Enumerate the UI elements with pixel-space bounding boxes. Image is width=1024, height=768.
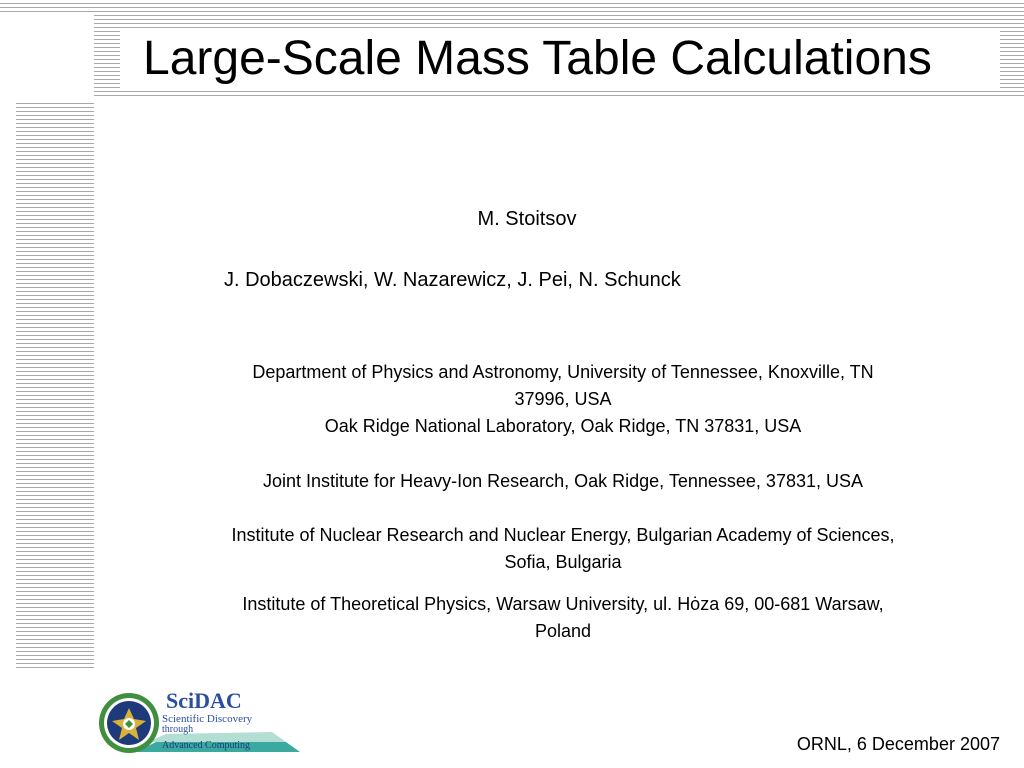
affiliation-inrne bbox=[140, 522, 986, 576]
decorative-stripes-top-left bbox=[0, 0, 94, 14]
slide-title: Large-Scale Mass Table Calculations bbox=[143, 32, 932, 85]
decorative-stripes-left bbox=[16, 100, 94, 668]
doe-seal-icon bbox=[99, 693, 159, 753]
affiliation-jihir bbox=[140, 468, 986, 495]
logo-wordmark: SciDAC bbox=[166, 688, 242, 713]
logo-tagline-2: through bbox=[162, 724, 194, 735]
affiliation-line: Institute of Nuclear Research and Nuclear Energy, Bulgarian Academy of Sciences, bbox=[231, 525, 895, 545]
affiliation-line: Poland bbox=[534, 621, 592, 641]
presenter-name-row bbox=[8, 206, 1024, 232]
affiliation-line: Joint Institute for Heavy-Ion Research, Oak Ridge, Tennessee, 37831, USA bbox=[263, 471, 863, 491]
footer-venue-date: ORNL, 6 December 2007 bbox=[796, 734, 1000, 754]
affiliation-warsaw bbox=[140, 591, 986, 645]
scidac-logo bbox=[96, 686, 300, 756]
affiliation-line: Sofia, Bulgaria bbox=[504, 552, 622, 572]
affiliation-line: Institute of Theoretical Physics, Warsaw University, ul. Hȯza 69, 00-681 Warsaw, bbox=[242, 594, 884, 614]
affiliation-ornl bbox=[140, 413, 986, 440]
presenter-name: M. Stoitsov bbox=[477, 208, 577, 230]
affiliation-line: Oak Ridge National Laboratory, Oak Ridge, TN 37831, USA bbox=[324, 416, 802, 436]
coauthor-list: J. Dobaczewski, W. Nazarewicz, J. Pei, N. Schunck bbox=[224, 269, 681, 291]
logo-tagline-3: Advanced Computing bbox=[162, 740, 251, 751]
affiliation-utk bbox=[140, 359, 986, 413]
affiliation-line: 37996, USA bbox=[514, 389, 612, 409]
affiliation-line: Department of Physics and Astronomy, University of Tennessee, Knoxville, TN bbox=[252, 362, 874, 382]
logo-tagline-1: Scientific Discovery bbox=[162, 713, 253, 725]
